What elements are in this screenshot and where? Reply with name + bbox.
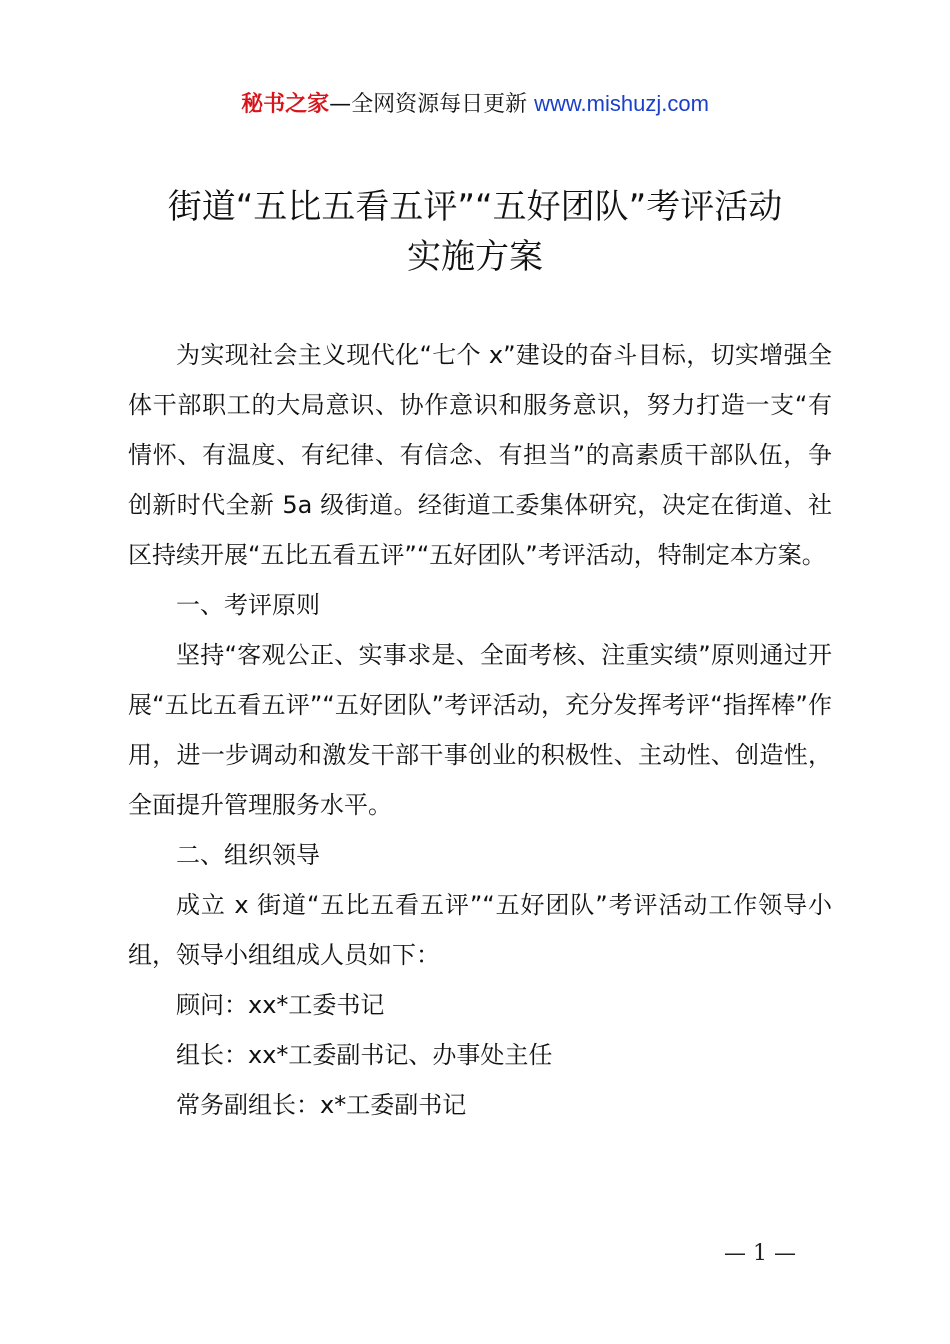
leader-line: 组长：xx*工委副书记、办事处主任 <box>176 1041 553 1069</box>
site-header <box>0 86 950 123</box>
principles-paragraph: 坚持“客观公正、实事求是、全面考核、注重实绩”原则通过开展“五比五看五评”“五好团队”考评活动，充分发挥考评“指挥棒”作用，进一步调动和激发干部干事创业的积极性、主动性、创造性，全面提升管理服务水平。 <box>128 641 832 819</box>
title-line-2: 实施方案 <box>407 237 543 277</box>
document-body <box>128 330 832 1130</box>
advisor-line: 顾问：xx*工委书记 <box>176 991 385 1019</box>
title-line-1: 街道“五比五看五评”“五好团队”考评活动 <box>167 187 783 227</box>
header-tagline: —全网资源每日更新 <box>329 92 535 117</box>
leadership-paragraph: 成立 x 街道“五比五看五评”“五好团队”考评活动工作领导小组，领导小组组成人员如下： <box>128 891 832 969</box>
page-number: — 1 — <box>724 1241 796 1266</box>
document-title <box>90 182 860 282</box>
deputy-leader-line: 常务副组长：x*工委副书记 <box>176 1091 467 1119</box>
section-heading-principles: 一、考评原则 <box>176 591 320 619</box>
brand-name: 秘书之家 <box>241 92 330 117</box>
site-url-link[interactable]: www.mishuzj.com <box>534 91 709 116</box>
intro-paragraph: 为实现社会主义现代化“七个 x”建设的奋斗目标，切实增强全体干部职工的大局意识、协作意识和服务意识，努力打造一支“有情怀、有温度、有纪律、有信念、有担当”的高素质干部队伍，争创新时代全新 5a 级街道。经街道工委集体研究，决定在街道、社区持续开展“五比五看五评”“五好团队”考评活动，特制定本方案。 <box>128 341 832 569</box>
section-heading-leadership: 二、组织领导 <box>176 841 320 869</box>
